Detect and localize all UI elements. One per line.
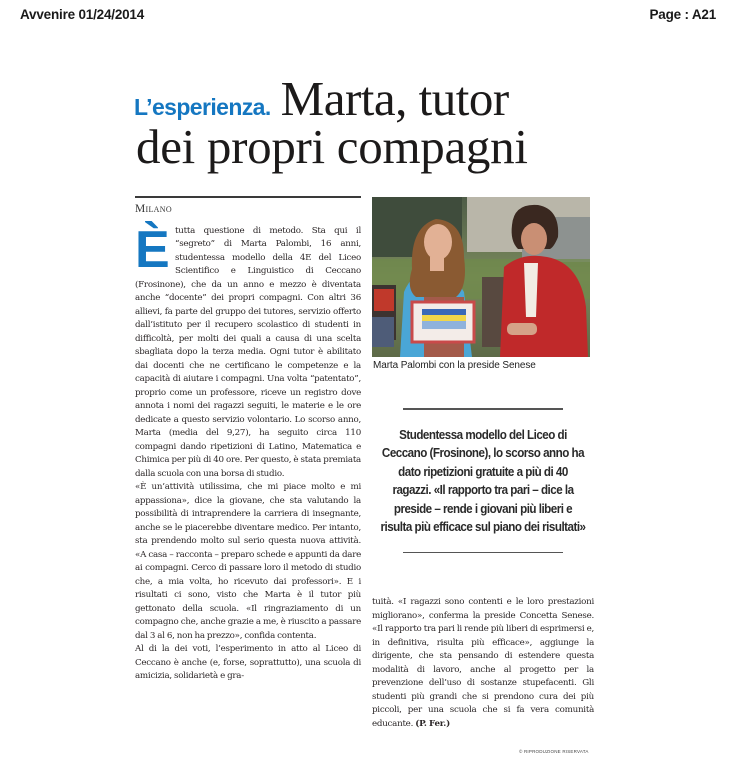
- headline-line-1: [134, 71, 604, 126]
- drop-cap: È: [135, 220, 170, 279]
- article-body-left: [135, 220, 361, 684]
- photo-image: [372, 197, 590, 357]
- paragraph-2: «È un’attività utilissima, che mi piace molto e mi appassiona», dice la giovane, che sta valutando la possibilità di intraprendere la carriera di insegnante, anche se le piacerebbe diventare medico. Per intanto, sta prendendo molto sul serio questa nuova attività. «A casa – racconta – preparo schede e appunti da dare ai compagni. Cerco di passare loro il metodo di studio che, a mia volta, ho ricevuto dai professori». E i risultati ci sono, visto che Marta è il tutor più gettonato della scuola. «Il ringraziamento di un compagno che, anche grazie a me, è riuscito a passare dal 3 al 6, non ha prezzo», confida contenta.: [135, 482, 361, 641]
- dateline: Milano: [135, 202, 172, 215]
- column-rule: [135, 196, 361, 198]
- paragraph-1: È tutta questione di metodo. Sta qui il “segreto” di Marta Palombi, 16 anni, studentessa modello della 4E del Liceo Scientifico e Linguistico di Ceccano (Frosinone), che da un anno e mezzo è diventata anche “docente” dei propri compagni. Con altri 36 allievi, fa parte del gruppo dei tutores, servizio offerto dall’istituto per il recupero scolastico di studenti in difficoltà, per molti dei quali a causa di una scelta sbagliata dopo la terza media. Ogni tutor è abilitato dai docenti che ne certificano le competenze e la capacità di aiutare i compagni. Una volta “patentato”, proprio come un professore, riceve un registro dove annota i nomi dei ragazzi seguiti, le materie e le ore dedicate a questo servizio volontario. Lo scorso anno, Marta (media del 9,27), ha seguito circa 110 compagni dando ripetizioni di Latino, Matematica e Chimica per più di 40 ore. Per questo, è stata premiata dalla scuola con una borsa di studio.: [135, 220, 361, 479]
- pull-quote-text: Studentessa modello del Liceo di Ceccano (Frosinone), lo scorso anno ha dato ripetizioni gratuite a più di 40 ragazzi. «Il rapporto tra pari – dice la preside – rende i giovani più liberi e risulta più efficace sul piano dei risultati»: [380, 427, 586, 534]
- byline: (P. Fer.): [415, 718, 450, 729]
- pull-quote: [378, 408, 588, 553]
- kicker: L’esperienza.: [134, 94, 271, 120]
- article-photo: [372, 197, 590, 357]
- photo-caption: Marta Palombi con la preside Senese: [373, 360, 536, 371]
- pull-quote-rule-top: [403, 408, 563, 410]
- headline-block: [134, 71, 604, 174]
- paragraph-3: Al di la dei voti, l’esperimento in atto al Liceo di Ceccano è anche (e, forse, soprattutto), una scuola di amicizia, solidarietà e gra-: [135, 644, 361, 681]
- headline-title: Marta, tutor: [280, 71, 509, 126]
- publication-date: Avvenire 01/24/2014: [20, 7, 145, 22]
- left-column: [135, 196, 361, 684]
- copyright-notice: © RIPRODUZIONE RISERVATA: [519, 749, 589, 754]
- headline-subtitle: dei propri compagni: [136, 119, 528, 174]
- page-number: Page : A21: [649, 7, 716, 22]
- article-body-right: [372, 596, 594, 731]
- pull-quote-rule-bottom: [403, 552, 563, 554]
- paragraph-4: tuità. «I ragazzi sono contenti e le loro prestazioni migliorano», conferma la preside Concetta Senese. «Il rapporto tra pari li rende più liberi di esprimersi e, in definitiva, risulta più efficace», aggiunge la dirigente, che sta pensando di estendere questa modalità di lavoro, anche al progetto per la prevenzione dell’uso di sostanze stupefacenti. Gli studenti più grandi che si prendono cura dei più piccoli, per una scuola che si fa vera comunità educante. (P. Fer.): [372, 597, 594, 729]
